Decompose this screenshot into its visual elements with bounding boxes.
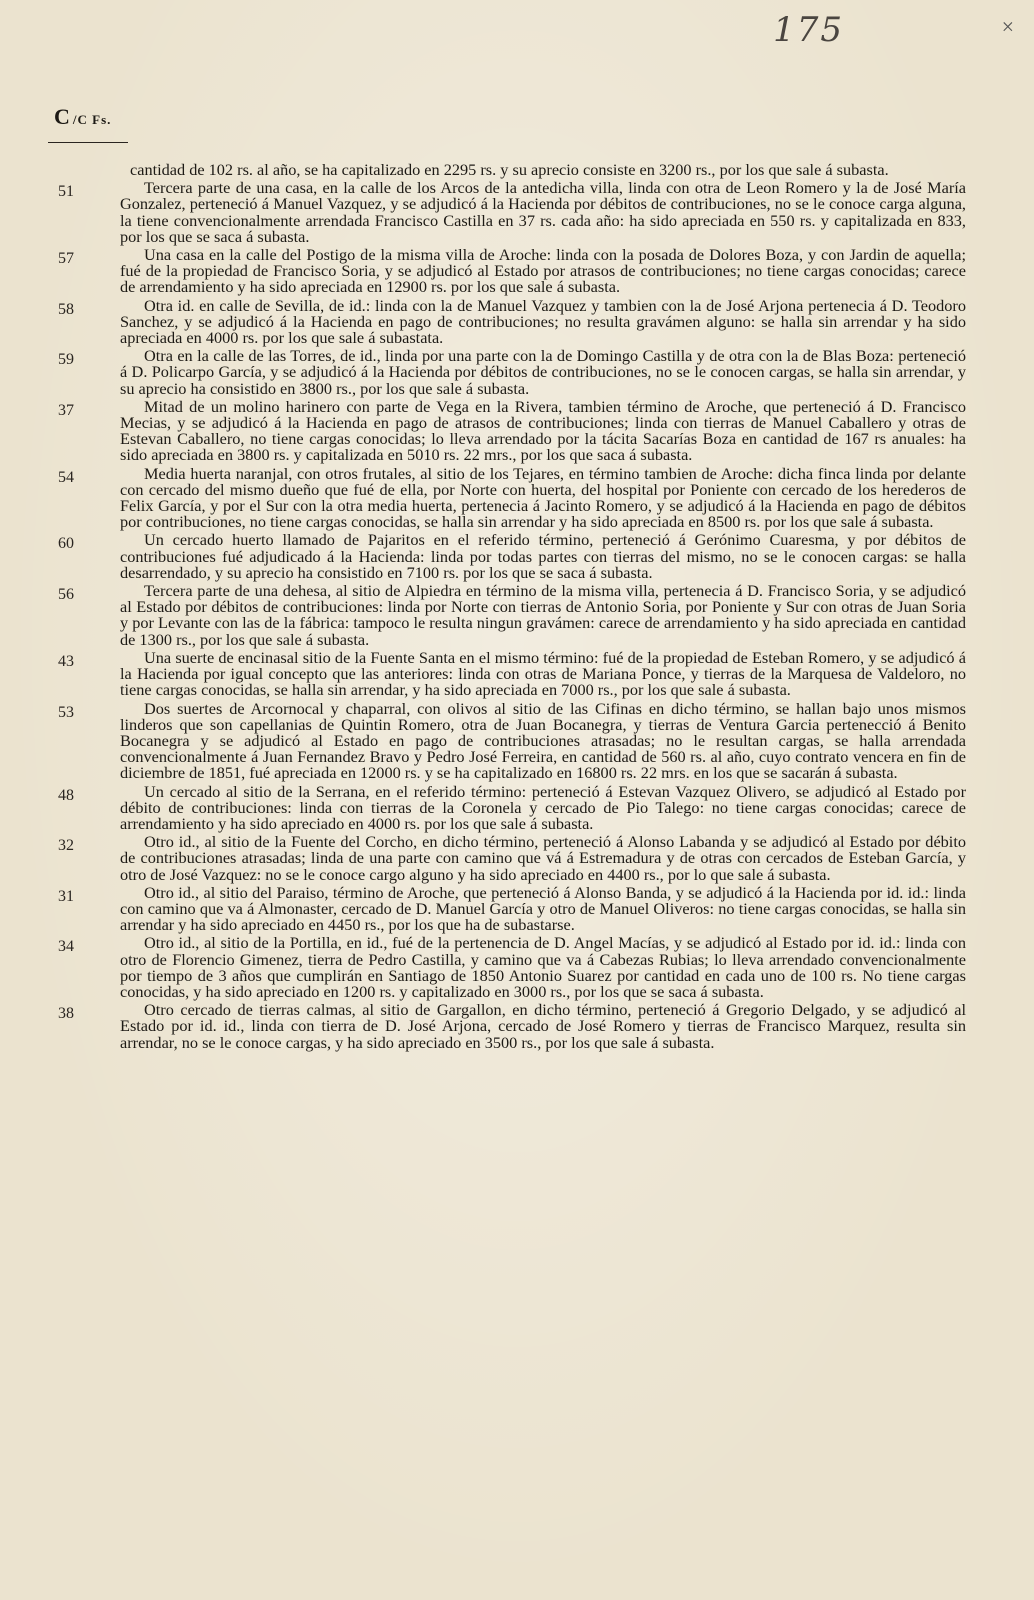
entry-item [58, 295, 966, 348]
entry-text: Tercera parte de una casa, en la calle de los Arcos de la antedicha villa, linda con otra de Leon Romero y la de José María Gonzalez, perteneció á Manuel Vazquez, y se adjudicó á la Hacienda por débitos de contribuciones, no se le conoce carga alguna, la tiene convencionalmente arrendada Francisco Castilla en 37 rs. cada año: ha sido apreciada en 550 rs. y capitalizada en 833, por los que se saca á subasta. [120, 178, 966, 246]
entry-number: 43 [58, 652, 74, 670]
margin-rule [48, 142, 128, 143]
entry-text: Una suerte de encinasal sitio de la Fuente Santa en el mismo término: fué de la propiedad de Esteban Romero, y se adjudicó á la Hacienda por igual concepto que las anteriores: linda con otras de Mariana Ponce, y tierras de la Marquesa de Valdeloro, no tiene cargas conocidas, se halla sin arrendar, y ha sido apreciada en 7000 rs., por los que sale á subasta. [120, 647, 966, 700]
entry-number: 57 [58, 250, 74, 268]
entry-number: 38 [58, 1005, 74, 1023]
entry-item [58, 178, 966, 246]
margin-header-sub: /C Fs. [72, 112, 112, 127]
entry-item [58, 396, 966, 465]
entry-text: Mitad de un molino harinero con parte de Vega en la Rivera, tambien término de Aroche, que perteneció á D. Francisco Mecias, y se adjudicó á la Hacienda en pago de atrasos de contribuciones; linda con tierras de Manuel Caballero y otras de Estevan Caballero, no tiene cargas conocidas; lo lleva arrendado por la tácita Sacarías Boza en cantidad de 167 rs anuales: ha sido apreciada en 3800 rs. y capitalizada en 5010 rs. 22 mrs., por los que saca á subasta. [120, 396, 966, 465]
entry-item [58, 781, 966, 833]
entry-item [120, 162, 966, 178]
entry-number: 37 [58, 401, 74, 419]
entry-text: Otro cercado de tierras calmas, al sitio de Gargallon, en dicho término, perteneció á Gregorio Delgado, y se adjudicó al Estado por id. id., linda con tierra de D. José Arjona, cercado de José Romero y tierras de Francisco Marquez, resulta sin arrendar, no se le conoce cargas, y ha sido apreciado en 3500 rs., por los que sale á subasta. [120, 1000, 966, 1052]
entry-number: 31 [58, 887, 74, 905]
corner-mark: × [1001, 14, 1014, 39]
entry-item [58, 463, 966, 532]
entry-number: 48 [58, 786, 74, 804]
folio-number: 175 [773, 10, 844, 50]
entry-text: cantidad de 102 rs. al año, se ha capitalizado en 2295 rs. y su aprecio consiste en 3200 rs., por los que sale á subasta. [130, 160, 889, 179]
entry-text: Un cercado al sitio de la Serrana, en el referido término: perteneció á Estevan Vazquez Olivero, se adjudicó al Estado por débito de contribuciones: linda con tierras de la Coronela y cercado de Pio Talego: no tiene cargas conocidas; carece de arrendamiento y ha sido apreciado en 4000 rs. por los que sale á subasta. [120, 781, 966, 833]
entry-item [58, 1000, 966, 1052]
entry-text: Una casa en la calle del Postigo de la misma villa de Aroche: linda con la posada de Dolores Boza, y con Jardin de aquella; fué de la propiedad de Francisco Soria, y se adjudicó al Estado por atrasos de contribuciones; no tiene cargas conocidas; carece de arrendamiento y ha sido apreciada en 12900 rs. por los que sale á subasta. [120, 245, 966, 297]
entry-number: 51 [58, 183, 74, 201]
entry-number: 60 [58, 535, 74, 553]
entries-list [58, 160, 966, 1053]
entry-number: 34 [58, 938, 74, 956]
entry-item [58, 245, 966, 297]
entry-number: 56 [58, 586, 74, 604]
entry-item [58, 647, 966, 700]
entry-text: Dos suertes de Arcornocal y chaparral, con olivos al sitio de las Cifinas en dicho término, se hallan bajo unos mismos linderos que son capellanias de Quintin Romero, otra de Juan Bocanegra, y tierras de Ventura Garcia pertenecció á Benito Bocanegra y se adjudicó al Estado en pago de contribuciones atrasadas; no le resultan cargas, se halla arrendada convencionalmente á Juan Fernandez Bravo y Pedro José Ferreira, en cantidad de 560 rs. al año, cuyo contrato vencera en fin de diciembre de 1851, fué apreciada en 12000 rs. y se ha capitalizado en 16800 rs. 22 mrs. en los que se sacarán á subasta. [120, 698, 966, 783]
entry-number: 58 [58, 300, 74, 318]
entry-item [58, 698, 966, 783]
entry-number: 32 [58, 837, 74, 855]
margin-column-header [54, 104, 111, 130]
entry-number: 54 [58, 468, 74, 486]
entry-number: 53 [58, 703, 74, 721]
entry-text: Un cercado huerto llamado de Pajaritos en el referido término, perteneció á Gerónimo Cuaresma, y por débitos de contribuciones fué adjudicado á la Hacienda: linda por todas partes con tierras del mismo, no se le conocen cargas: se halla desarrendado, y su aprecio ha consistido en 7100 rs. por los que se saca á subasta. [120, 530, 966, 582]
entry-item [58, 581, 966, 649]
entry-text: Tercera parte de una dehesa, al sitio de Alpiedra en término de la misma villa, pertenecia á D. Francisco Soria, y se adjudicó al Estado por débitos de contribuciones: linda por Norte con tierras de Antonio Soria, por Poniente y Sur con otras de Juan Soria y por Levante con las de la fábrica: tampoco le resulta ningun gravámen: carece de arrendamiento y ha sido apreciada en cantidad de 1300 rs., por los que sale á subasta. [120, 581, 966, 649]
entry-text: Otro id., al sitio de la Fuente del Corcho, en dicho término, perteneció á Alonso Labanda y se adjudicó al Estado por débito de contribuciones atrasadas; linda de una parte con camino que vá á Estremadura y de otras con cercados de Esteban García, y otro de José Vazquez: no se le conoce cargo alguno y ha sido apreciado en 4400 rs., por lo que sale á subasta. [120, 832, 966, 884]
entry-text: Otra en la calle de las Torres, de id., linda por una parte con la de Domingo Castilla y de otra con la de Blas Boza: perteneció á D. Policarpo García, y se adjudicó á la Hacienda por débitos de contribuciones, no se le conocen cargas, se halla sin arrendar, y su aprecio ha consistido en 3800 rs., por los que sale á subasta. [120, 346, 966, 398]
entry-text: Otro id., al sitio de la Portilla, en id., fué de la pertenencia de D. Angel Macías, y se adjudicó al Estado por id. id.: linda con otro de Florencio Gimenez, tierra de Pedro Castilla, y camino que va á Cabezas Rubias; lo lleva arrendado convencionalmente por tiempo de 3 años que cumplirán en Santiago de 1850 Antonio Suarez por cantidad en cada uno de 100 rs. No tiene cargas conocidas, y ha sido apreciado en 1200 rs. y capitalizado en 3000 rs., por los que se saca á subasta. [120, 933, 966, 1001]
entry-text: Otro id., al sitio del Paraiso, término de Aroche, que perteneció á Alonso Banda, y se adjudicó á la Hacienda por id. id.: linda con camino que va á Almonaster, cercado de D. Manuel García y otro de Manuel Oliveros: no tiene cargas conocidas, se halla sin arrendar y ha sido apreciado en 4450 rs., por los que ha de subastarse. [120, 882, 966, 935]
margin-header-main: C [54, 104, 71, 129]
entry-item [58, 346, 966, 398]
entry-item [58, 832, 966, 884]
entry-text: Media huerta naranjal, con otros frutales, al sitio de los Tejares, en término tambien de Aroche: dicha finca linda por delante con cercado del mismo dueño que fué de ella, por Norte con huerta, del hospital por Poniente con cercado de los herederos de Felix García, y por el Sur con la otra media huerta, pertenecia á Jacinto Romero, y se adjudicó á la Hacienda en pago de débitos por contribuciones, no tiene cargas conocidas, se halla sin arrendar y ha sido apreciada en 8500 rs. por los que sale á subasta. [120, 463, 966, 532]
entry-item [58, 530, 966, 582]
entry-item [58, 882, 966, 935]
entry-text: Otra id. en calle de Sevilla, de id.: linda con la de Manuel Vazquez y tambien con la de José Arjona pertenecia á D. Teodoro Sanchez, y se adjudicó á la Hacienda en pago de contribuciones; no resulta gravámen alguno: se halla sin arrendar y ha sido apreciada en 4000 rs. por los que sale á subastata. [120, 295, 966, 348]
entry-number: 59 [58, 351, 74, 369]
entry-item [58, 933, 966, 1001]
